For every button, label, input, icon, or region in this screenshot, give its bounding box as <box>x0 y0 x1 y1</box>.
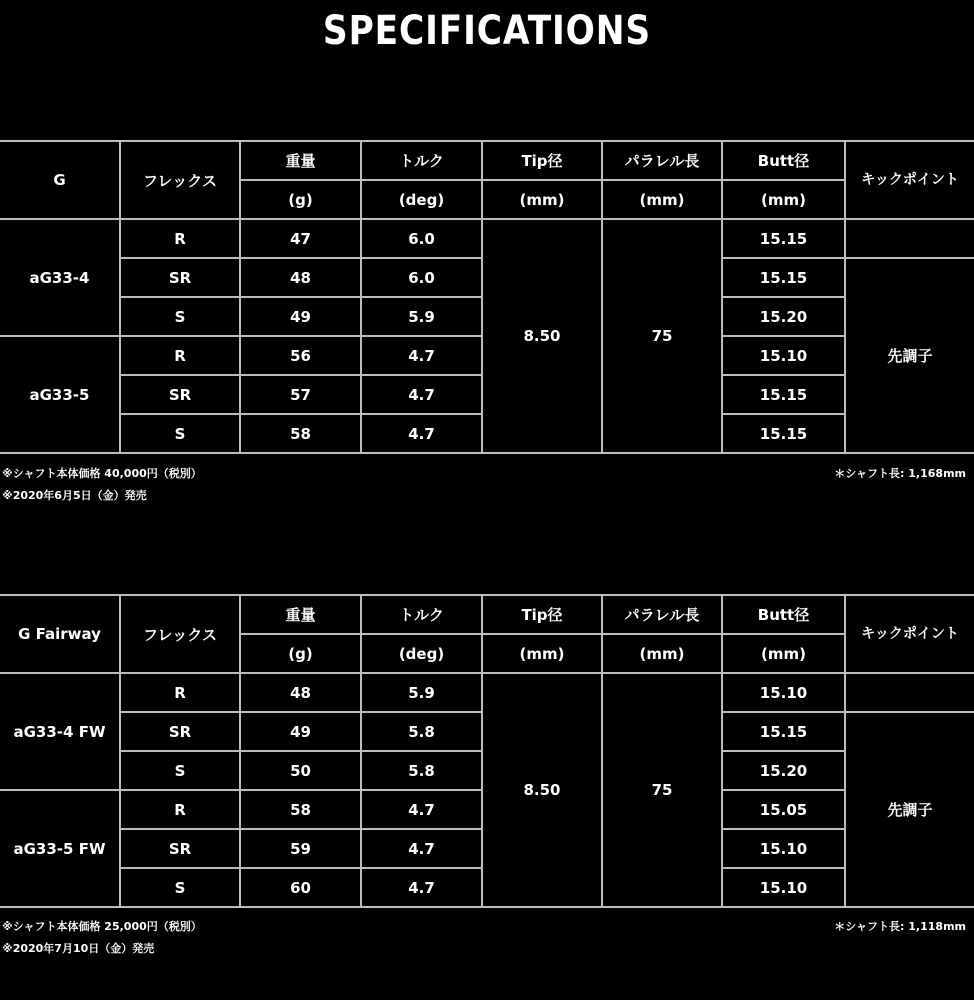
model-header: G <box>0 141 120 219</box>
torque-unit: (deg) <box>361 634 482 673</box>
butt-cell: 15.10 <box>722 673 845 712</box>
flex-cell: SR <box>120 375 240 414</box>
tip-unit: (mm) <box>482 180 602 219</box>
torque-unit: (deg) <box>361 180 482 219</box>
weight-cell: 56 <box>240 336 361 375</box>
price-note: ※シャフト本体価格 25,000円（税別） <box>2 920 202 933</box>
weight-header: 重量 <box>240 141 361 180</box>
parallel-value: 75 <box>602 219 722 453</box>
parallel-header: パラレル長 <box>602 595 722 634</box>
model-header: G Fairway <box>0 595 120 673</box>
butt-cell: 15.20 <box>722 751 845 790</box>
flex-cell: S <box>120 868 240 907</box>
butt-header: Butt径 <box>722 595 845 634</box>
flex-cell: SR <box>120 712 240 751</box>
torque-cell: 4.7 <box>361 790 482 829</box>
torque-cell: 5.9 <box>361 673 482 712</box>
parallel-unit: (mm) <box>602 634 722 673</box>
butt-cell: 15.20 <box>722 297 845 336</box>
spec-table-driver <box>0 140 974 454</box>
flex-cell: S <box>120 297 240 336</box>
flex-cell: R <box>120 790 240 829</box>
kick-header: キックポイント <box>845 595 974 673</box>
butt-header: Butt径 <box>722 141 845 180</box>
shaft-length-note: ＊シャフト長: 1,168mm <box>834 467 966 480</box>
flex-header: フレックス <box>120 595 240 673</box>
parallel-header: パラレル長 <box>602 141 722 180</box>
torque-header: トルク <box>361 595 482 634</box>
flex-cell: SR <box>120 258 240 297</box>
weight-cell: 49 <box>240 297 361 336</box>
table-row <box>0 673 974 712</box>
tip-header: Tip径 <box>482 595 602 634</box>
weight-cell: 60 <box>240 868 361 907</box>
torque-cell: 5.9 <box>361 297 482 336</box>
butt-cell: 15.10 <box>722 829 845 868</box>
weight-cell: 49 <box>240 712 361 751</box>
model-name: aG33-4 FW <box>0 673 120 790</box>
flex-cell: R <box>120 219 240 258</box>
flex-cell: SR <box>120 829 240 868</box>
weight-header: 重量 <box>240 595 361 634</box>
flex-cell: S <box>120 751 240 790</box>
torque-cell: 4.7 <box>361 414 482 453</box>
tip-header: Tip径 <box>482 141 602 180</box>
weight-cell: 48 <box>240 673 361 712</box>
butt-cell: 15.10 <box>722 336 845 375</box>
weight-unit: (g) <box>240 180 361 219</box>
torque-cell: 6.0 <box>361 219 482 258</box>
weight-cell: 50 <box>240 751 361 790</box>
tip-value: 8.50 <box>482 219 602 453</box>
butt-unit: (mm) <box>722 180 845 219</box>
weight-cell: 47 <box>240 219 361 258</box>
butt-cell: 15.15 <box>722 712 845 751</box>
torque-cell: 5.8 <box>361 712 482 751</box>
model-name: aG33-5 FW <box>0 790 120 907</box>
weight-cell: 58 <box>240 790 361 829</box>
flex-cell: R <box>120 673 240 712</box>
kick-value: 先調子 <box>845 258 974 453</box>
torque-cell: 5.8 <box>361 751 482 790</box>
butt-cell: 15.05 <box>722 790 845 829</box>
torque-cell: 4.7 <box>361 336 482 375</box>
kick-value: 先調子 <box>845 712 974 907</box>
butt-cell: 15.15 <box>722 375 845 414</box>
butt-cell: 15.15 <box>722 219 845 258</box>
weight-cell: 57 <box>240 375 361 414</box>
spec-table-fairway <box>0 594 974 908</box>
flex-cell: S <box>120 414 240 453</box>
torque-cell: 4.7 <box>361 375 482 414</box>
torque-cell: 4.7 <box>361 868 482 907</box>
page-title: SPECIFICATIONS <box>322 8 652 54</box>
parallel-unit: (mm) <box>602 180 722 219</box>
price-note: ※シャフト本体価格 40,000円（税別） <box>2 467 202 480</box>
butt-cell: 15.15 <box>722 414 845 453</box>
table-row <box>0 219 974 258</box>
kick-header: キックポイント <box>845 141 974 219</box>
weight-unit: (g) <box>240 634 361 673</box>
release-note: ※2020年7月10日（金）発売 <box>2 942 155 955</box>
weight-cell: 58 <box>240 414 361 453</box>
shaft-length-note: ＊シャフト長: 1,118mm <box>834 920 966 933</box>
model-name: aG33-5 <box>0 336 120 453</box>
parallel-value: 75 <box>602 673 722 907</box>
tip-value: 8.50 <box>482 673 602 907</box>
tip-unit: (mm) <box>482 634 602 673</box>
model-name: aG33-4 <box>0 219 120 336</box>
butt-cell: 15.15 <box>722 258 845 297</box>
weight-cell: 48 <box>240 258 361 297</box>
flex-header: フレックス <box>120 141 240 219</box>
butt-unit: (mm) <box>722 634 845 673</box>
torque-cell: 6.0 <box>361 258 482 297</box>
weight-cell: 59 <box>240 829 361 868</box>
torque-header: トルク <box>361 141 482 180</box>
flex-cell: R <box>120 336 240 375</box>
torque-cell: 4.7 <box>361 829 482 868</box>
release-note: ※2020年6月5日（金）発売 <box>2 489 147 502</box>
butt-cell: 15.10 <box>722 868 845 907</box>
